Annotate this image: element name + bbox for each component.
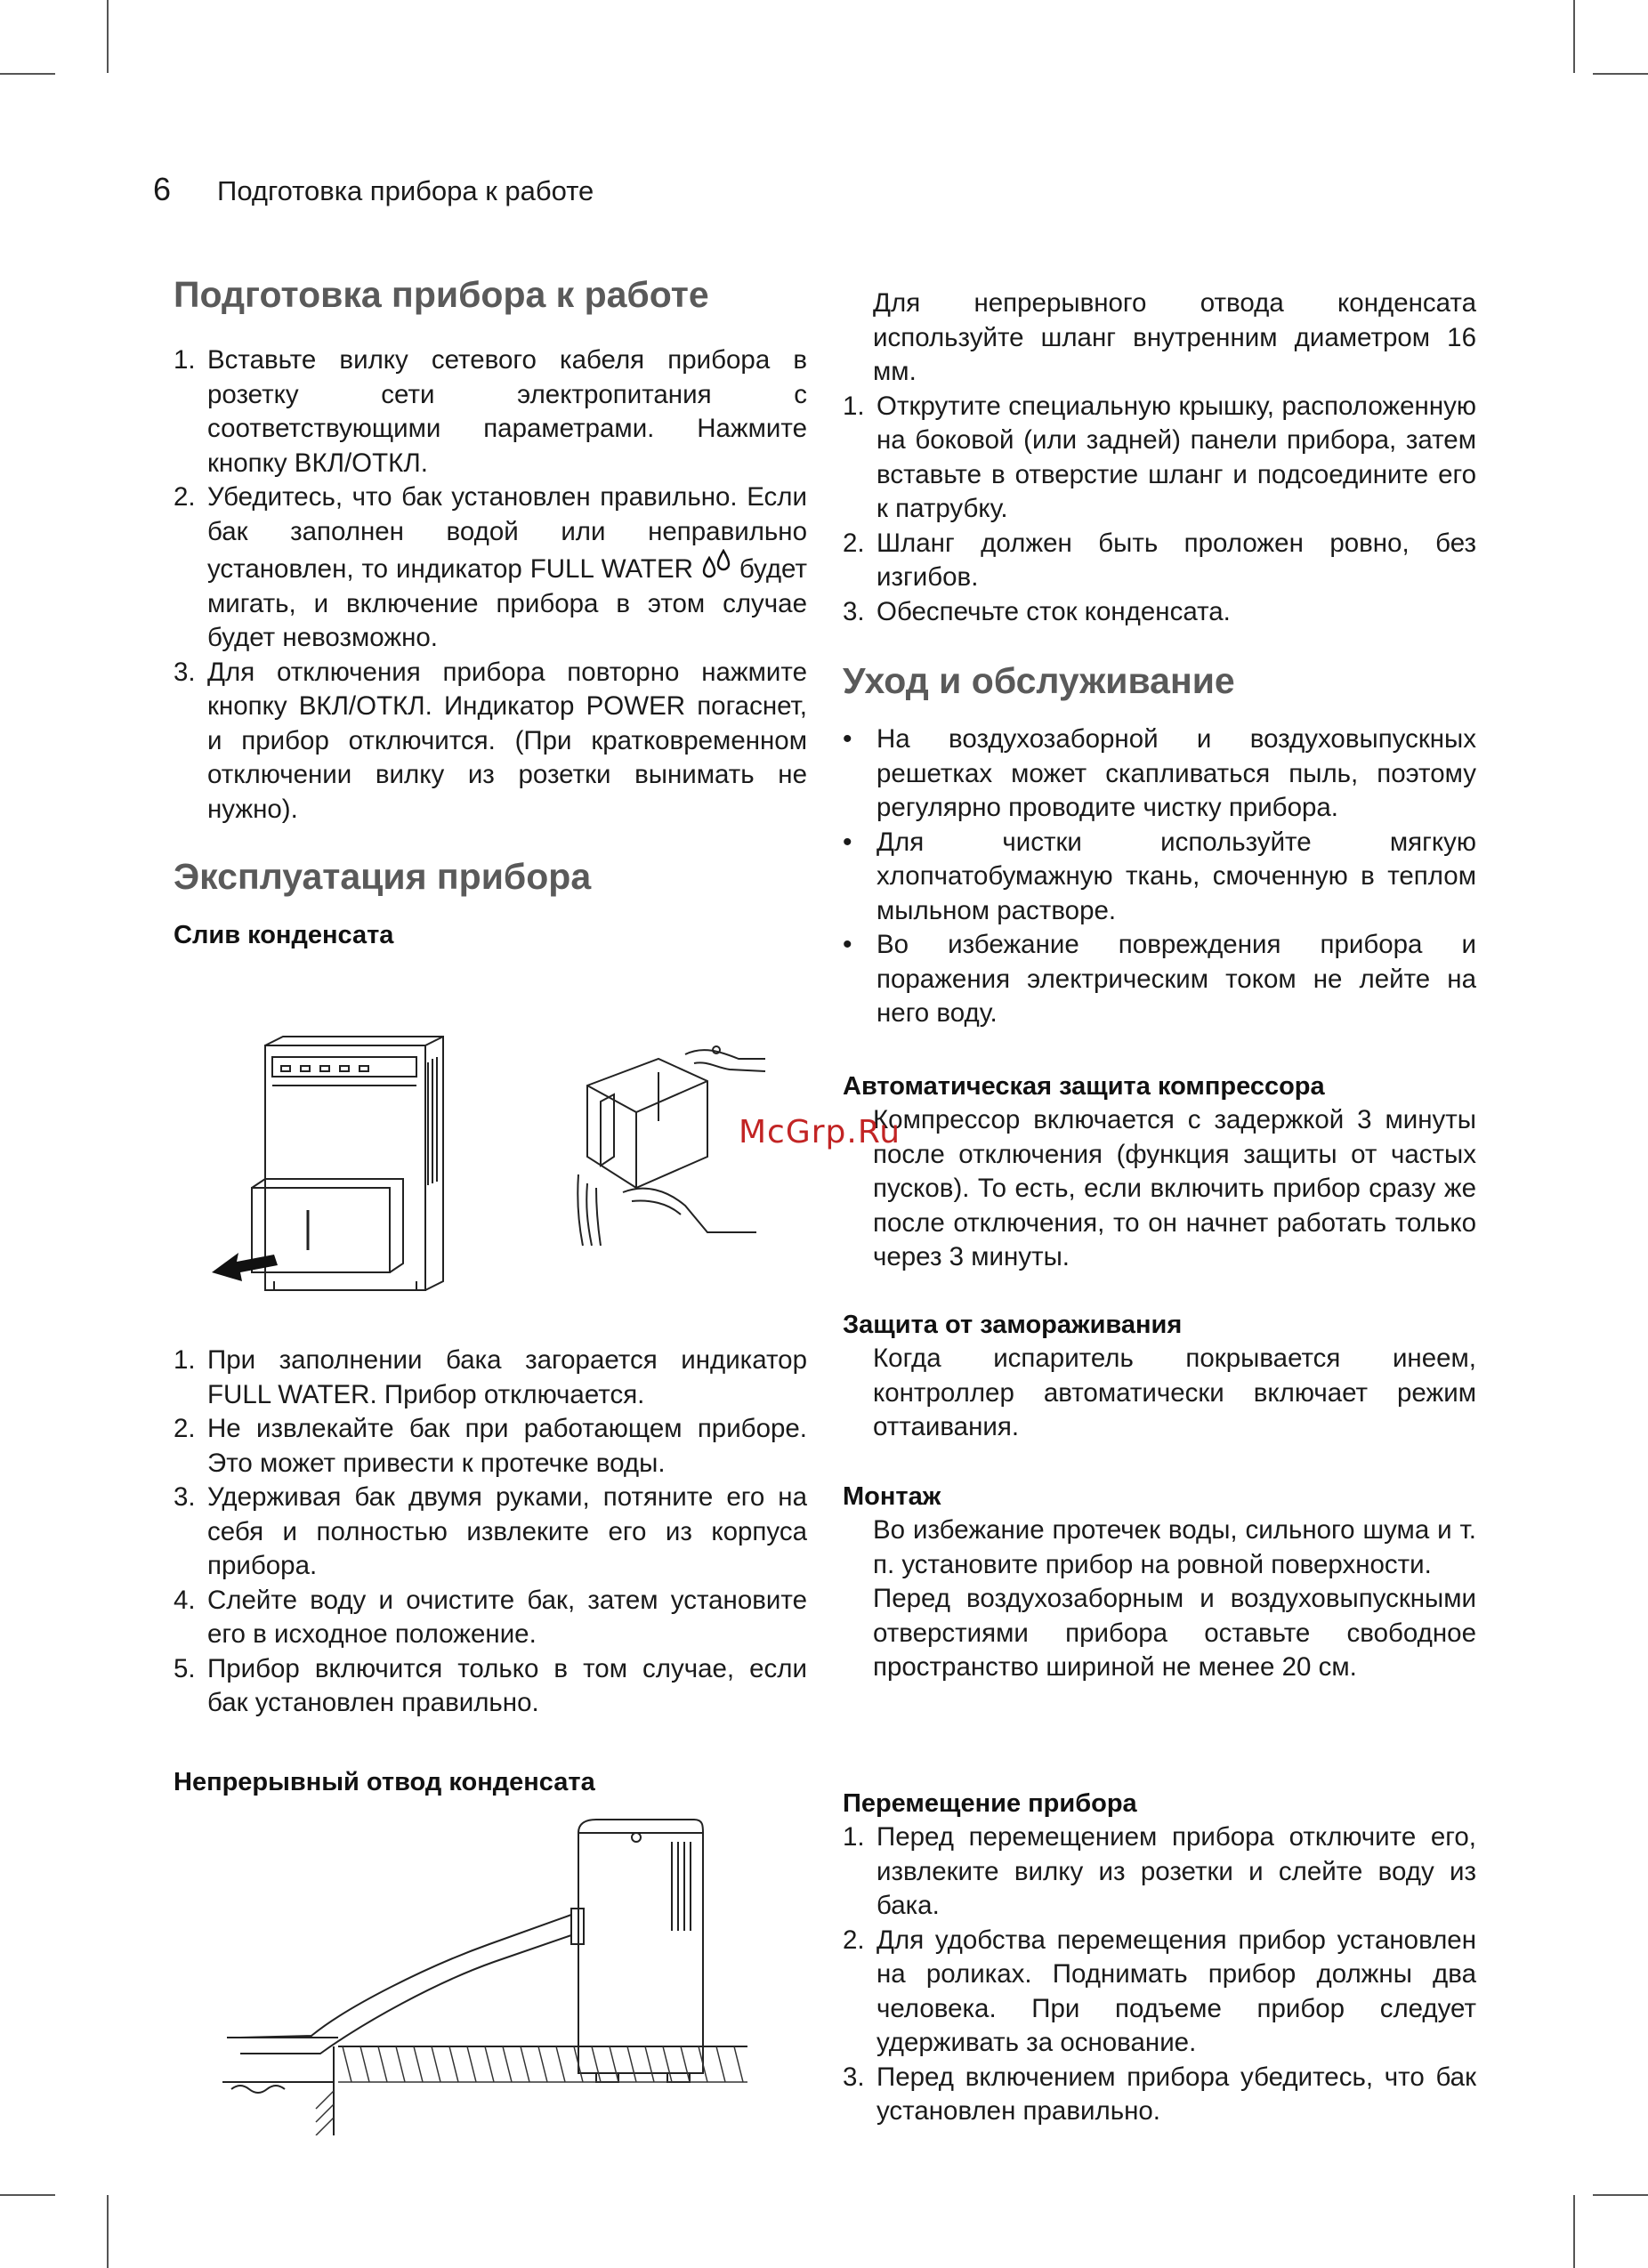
list-item: 1. Открутите специальную крышку, расположенную на боковой (или задней) панели прибора, затем вставьте в отверстие шланг и подсоедините его к патрубку. xyxy=(843,391,1476,523)
crop-mark xyxy=(1593,2194,1648,2196)
subtitle-continuous: Непрерывный отвод конденсата xyxy=(174,1767,595,1796)
water-drops-icon xyxy=(701,549,731,581)
continuous-intro: Для непрерывного отвода конденсата используйте шланг внутренним диаметром 16 мм. xyxy=(873,288,1476,386)
section-title-care: Уход и обслуживание xyxy=(843,660,1235,701)
crop-mark xyxy=(1573,0,1575,73)
subtitle-moving: Перемещение прибора xyxy=(843,1789,1137,1818)
right-column-top xyxy=(843,287,1476,1031)
dehumidifier-tank-illustration xyxy=(203,1032,470,1299)
list-item: 2. Не извлекайте бак при работающем приборе. Это может привести к протечке воды. xyxy=(174,1414,807,1478)
page-number: 6 xyxy=(153,171,172,207)
list-item: 2. Шланг должен быть проложен ровно, без изгибов. xyxy=(843,528,1476,592)
list-item: 3. Обеспечьте сток конденсата. xyxy=(843,596,1231,626)
list-item: 2. Убедитесь, что бак установлен правильно. Если бак заполнен водой или неправильно установлен, то индикатор FULL WATER будет мигать, и включение прибора в этом случае будет невозможно. xyxy=(174,482,807,652)
section-title-operation: Эксплуатация прибора xyxy=(174,856,592,897)
continuous-drain-illustration xyxy=(222,1815,747,2135)
compressor-text: Компрессор включается с задержкой 3 минуты после отключения (функция защиты от частых пусков). То есть, если включить прибор сразу же после отключения, то он начнет работать только через 3 минуты. xyxy=(873,1105,1476,1271)
mounting-text-2: Перед воздухозаборным и воздуховыпускными отверстиями прибора оставьте свободное пространство шириной не менее 20 см. xyxy=(873,1584,1476,1682)
subtitle-mounting: Монтаж xyxy=(843,1482,941,1511)
freeze-section xyxy=(843,1308,1476,1445)
crop-mark xyxy=(107,2195,109,2268)
running-header xyxy=(153,171,594,208)
subtitle-compressor: Автоматическая защита компрессора xyxy=(843,1072,1325,1101)
continuous-list xyxy=(843,390,1476,630)
watermark: McGrp.Ru xyxy=(739,1114,901,1150)
running-title: Подготовка прибора к работе xyxy=(217,175,594,206)
section-title-preparation: Подготовка прибора к работе xyxy=(174,274,709,315)
list-item: • Во избежание повреждения прибора и поражения электрическим током не лейте на него воду. xyxy=(843,928,1476,1031)
list-item: 3. Удерживая бак двумя руками, потяните его на себя и полностью извлеките его из корпуса прибора. xyxy=(174,1482,807,1580)
crop-mark xyxy=(0,73,55,75)
list-item: • Для чистки используйте мягкую хлопчатобумажную ткань, смоченную в теплом мыльном растворе. xyxy=(843,826,1476,929)
care-list xyxy=(843,722,1476,1031)
compressor-section xyxy=(843,1069,1476,1275)
list-item: 3. Для отключения прибора повторно нажмите кнопку ВКЛ/ОТКЛ. Индикатор POWER погаснет, и прибор отключится. (При кратковременном отключении вилку из розетки вынимать не нужно). xyxy=(174,657,807,824)
freeze-text: Когда испаритель покрывается инеем, контроллер автоматически включает режим оттаивания. xyxy=(873,1344,1476,1441)
list-item: 3. Перед включением прибора убедитесь, что бак установлен правильно. xyxy=(843,2062,1476,2126)
preparation-list xyxy=(174,343,807,827)
list-item: 1. При заполнении бака загорается индикатор FULL WATER. Прибор отключается. xyxy=(174,1345,807,1409)
preparation-section xyxy=(174,272,807,827)
operation-section xyxy=(174,854,807,952)
list-item: 1. Перед перемещением прибора отключите его, извлеките вилку из розетки и слейте воду из бака. xyxy=(843,1822,1476,1920)
list-item: 5. Прибор включится только в том случае, если бак установлен правильно. xyxy=(174,1653,807,1717)
subtitle-drain: Слив конденсата xyxy=(174,921,394,949)
list-item: • На воздухозаборной и воздуховыпускных решетках может скапливаться пыль, поэтому регулярно проводите чистку прибора. xyxy=(843,722,1476,826)
moving-list xyxy=(843,1820,1476,2129)
list-item: 1. Вставьте вилку сетевого кабеля прибора в розетку сети электропитания с соответствующими параметрами. Нажмите кнопку ВКЛ/ОТКЛ. xyxy=(174,345,807,478)
mounting-text-1: Во избежание протечек воды, сильного шума и т. п. установите прибор на ровной поверхности. xyxy=(873,1515,1476,1579)
list-item: 2. Для удобства перемещения прибор установлен на роликах. Поднимать прибор должны два человека. При подъеме прибор следует удерживать за основание. xyxy=(843,1925,1476,2057)
mounting-section xyxy=(843,1480,1476,1685)
subtitle-freeze: Защита от замораживания xyxy=(843,1311,1183,1339)
moving-section xyxy=(843,1787,1476,2129)
drain-section xyxy=(174,1344,807,1799)
crop-mark xyxy=(1573,2195,1575,2268)
list-item: 4. Слейте воду и очистите бак, затем установите его в исходное положение. xyxy=(174,1585,807,1649)
crop-mark xyxy=(0,2194,55,2196)
drain-list xyxy=(174,1344,807,1721)
crop-mark xyxy=(107,0,109,73)
crop-mark xyxy=(1593,73,1648,75)
